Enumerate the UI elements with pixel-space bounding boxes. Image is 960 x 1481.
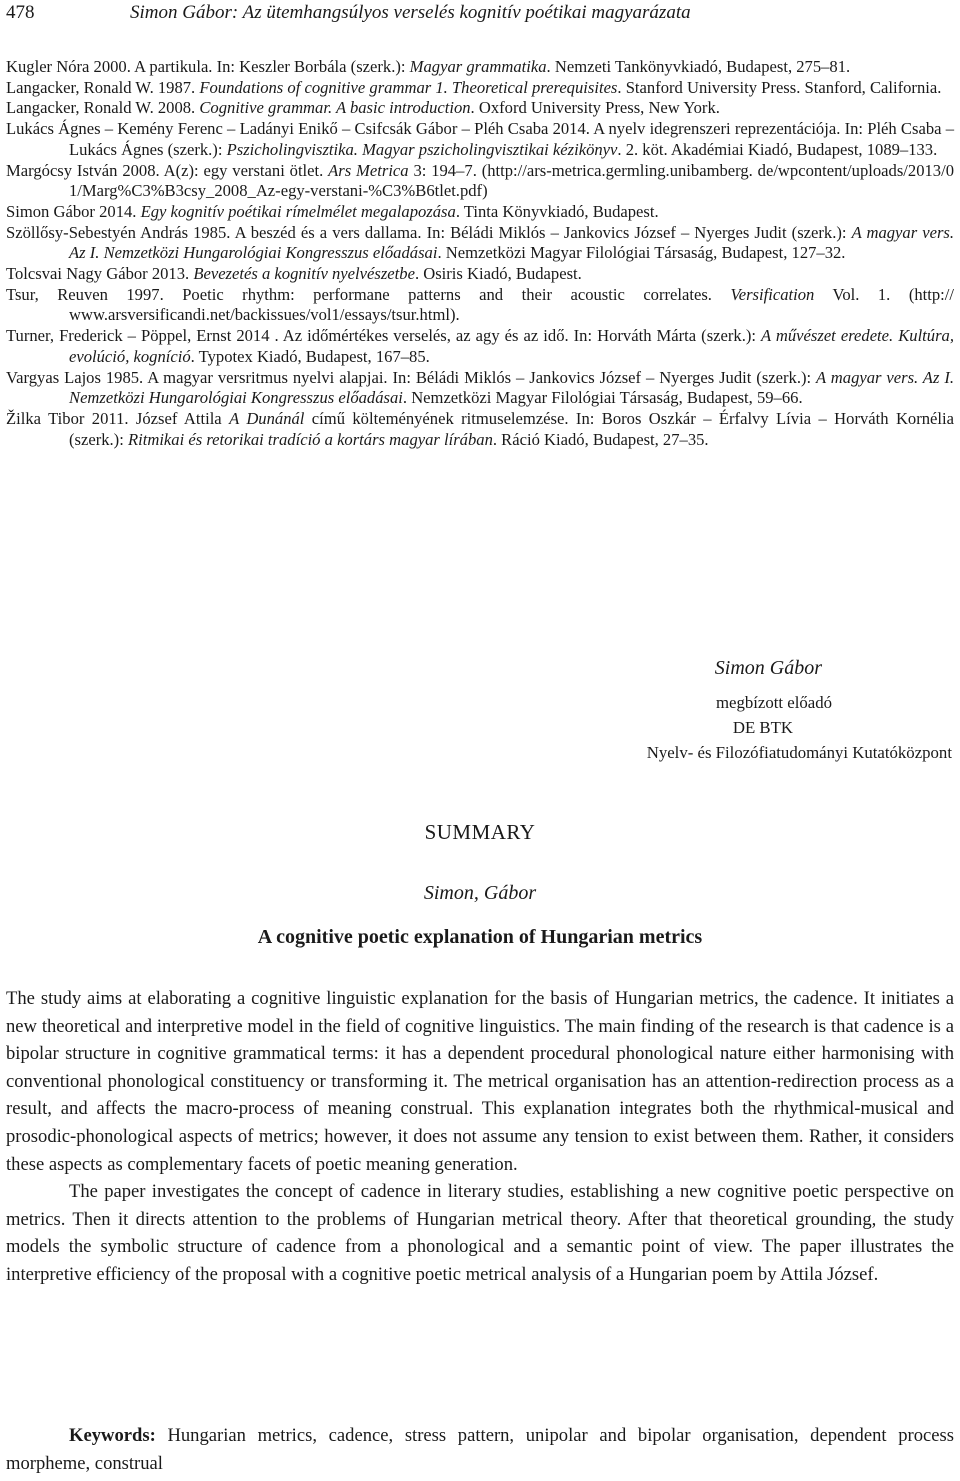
reference-italic-text: Bevezetés a kognitív nyelvészetbe [193, 264, 415, 284]
abstract-paragraph: The study aims at elaborating a cognitive linguistic explanation for the basis of Hungarian metrics, the cadence. It initiates a new theoretical and interpretive model in the field of cognitive linguistics. The main finding of the research is that cadence is a bipolar structure in cognitive grammatical terms: it has a dependent procedural phonological nature either harmonising with conventional phonological constituency or transforming it. The metrical organisation has an attention-redirection process as a result, and affects the macro-process of meaning construal. This explanation integrates both the rhythmical-musical and prosodic-phonological aspects of metrics; however, it does not assume any tension to exist between them. Rather, it considers these aspects as complementary facets of poetic meaning generation. [6, 988, 954, 1175]
author-department: Nyelv- és Filozófiatudományi Kutatóközpont [646, 743, 952, 762]
reference-entry [6, 326, 954, 367]
reference-italic-text: Magyar grammatika [409, 57, 547, 76]
reference-italic-text: Egy kognitív poétikai rímelmélet megalapozása [140, 201, 456, 221]
reference-text: . Nemzetközi Magyar Filológiai Társaság, Budapest, 127–32. [437, 243, 846, 263]
reference-italic-text: A művészet eredete. Kultúra, evolúció, kogníció [69, 326, 954, 366]
reference-entry [6, 202, 954, 223]
keywords-text: Hungarian metrics, cadence, stress pattern, unipolar and bipolar organisation, dependent process morpheme, construal [6, 1425, 954, 1474]
reference-text: Simon Gábor 2014. [6, 201, 141, 221]
reference-text: . Ráció Kiadó, Budapest, 27–35. [492, 429, 709, 449]
reference-italic-text: Ritmikai és retorikai tradíció a kortárs magyar lírában [127, 429, 493, 449]
reference-entry [6, 409, 954, 450]
reference-italic-text: Cognitive grammar. A basic introduction [199, 98, 471, 118]
summary-title: A cognitive poetic explanation of Hungarian metrics [257, 926, 703, 948]
reference-italic-text: Versification [730, 284, 815, 304]
summary-heading: SUMMARY [424, 820, 536, 844]
reference-text: . Typotex Kiadó, Budapest, 167–85. [190, 346, 430, 366]
author-institution: DE BTK [732, 718, 793, 737]
abstract [6, 985, 954, 1289]
reference-text: Szöllősy-Sebestyén András 1985. A beszéd és a vers dallama. In: Béládi Miklós – Jankovics József – Nyerges Judit (szerk.): [6, 222, 852, 242]
abstract-paragraph: The paper investigates the concept of cadence in literary studies, establishing a new cognitive poetic perspective on metrics. Then it directs attention to the problems of Hungarian metrical theory. After that theoretical grounding, the study models the symbolic structure of cadence from a phonological and a semantic point of view. The paper illustrates the interpretive efficiency of the proposal with a cognitive poetic metrical analysis of a Hungarian poem by Attila József. [6, 1181, 954, 1285]
reference-entry [6, 119, 954, 160]
reference-entry [6, 161, 954, 202]
reference-text: . Oxford University Press, New York. [470, 98, 720, 118]
author-name: Simon Gábor [714, 657, 822, 679]
page-number: 478 [6, 2, 35, 23]
reference-text: 3: 194–7. (http://ars-metrica.germling.unibamberg. de/wpcontent/uploads/2013/01/Marg%C3%B3csy_2008_Az-egy-verstani-%C3%B6tlet.pdf) [69, 160, 954, 201]
reference-entry [6, 285, 954, 326]
reference-text: . Nemzeti Tankönyvkiadó, Budapest, 275–81. [546, 57, 851, 76]
reference-text: Langacker, Ronald W. 2008. [6, 98, 200, 118]
reference-entry [6, 264, 954, 285]
reference-text: . Stanford University Press. Stanford, California. [617, 77, 942, 97]
running-header [6, 2, 954, 36]
author-position: megbízott előadó [715, 693, 832, 712]
reference-text: . 2. köt. Akadémiai Kiadó, Budapest, 1089–133. [617, 139, 938, 159]
summary-author: Simon, Gábor [423, 882, 537, 904]
reference-entry [6, 368, 954, 409]
keywords-label: Keywords: [69, 1425, 156, 1446]
reference-entry [6, 223, 954, 264]
reference-text: Margócsy István 2008. A(z): egy verstani ötlet. [6, 160, 329, 180]
reference-text: Lukács Ágnes – Kemény Ferenc – Ladányi Enikő – Csifcsák Gábor – Pléh Csaba 2014. A nyelv idegrenszeri reprezentációja. In: Pléh Csaba – Lukács Ágnes (szerk.): [6, 119, 954, 159]
reference-text: című költeményének ritmuselemzése. In: Boros Oszkár – Érfalvy Lívia – Horváth Kornélia (szerk.): [69, 408, 954, 449]
reference-text: Langacker, Ronald W. 1987. [6, 77, 200, 97]
reference-text: Kugler Nóra 2000. A partikula. In: Keszler Borbála (szerk.): [6, 57, 410, 76]
running-title: Simon Gábor: Az ütemhangsúlyos verselés kognitív poétikai magyarázata [130, 2, 691, 23]
reference-italic-text: A magyar vers. Az I. Nemzetközi Hungarológiai Kongresszus előadásai [69, 367, 954, 408]
reference-text: Turner, Frederick – Pöppel, Ernst 2014 . Az időmértékes verselés, az agy és az idő. In: Horváth Márta (szerk.): [6, 326, 762, 346]
reference-entry [6, 78, 954, 99]
reference-text: . Osiris Kiadó, Budapest. [414, 264, 582, 284]
keywords [6, 1422, 954, 1477]
reference-italic-text: A magyar vers. Az I. Nemzetközi Hungarológiai Kongresszus előadásai [69, 222, 955, 263]
reference-text: Tolcsvai Nagy Gábor 2013. [6, 264, 194, 284]
reference-text: Vargyas Lajos 1985. A magyar versritmus nyelvi alapjai. In: Béládi Miklós – Jankovics József – Nyerges Judit (szerk.): [6, 367, 817, 387]
reference-text: Vol. 1. (http:// www.arsversificandi.net/backissues/vol1/essays/tsur.html). [69, 284, 954, 325]
reference-italic-text: Foundations of cognitive grammar 1. Theoretical prerequisites [199, 77, 618, 97]
reference-text: Žilka Tibor 2011. József Attila [6, 408, 230, 428]
reference-italic-text: A Dunánál [229, 408, 305, 428]
reference-italic-text: Pszicholingvisztika. Magyar pszicholingvisztikai kézikönyv [226, 139, 618, 159]
reference-italic-text: Ars Metrica [328, 160, 409, 180]
reference-entry [6, 98, 954, 119]
reference-text: . Nemzetközi Magyar Filológiai Társaság, Budapest, 59–66. [402, 388, 803, 408]
reference-text: Tsur, Reuven 1997. Poetic rhythm: performane patterns and their acoustic correlates. [6, 284, 731, 304]
reference-text: . Tinta Könyvkiadó, Budapest. [455, 201, 659, 221]
reference-entry [6, 57, 954, 78]
reference-list [6, 57, 954, 450]
